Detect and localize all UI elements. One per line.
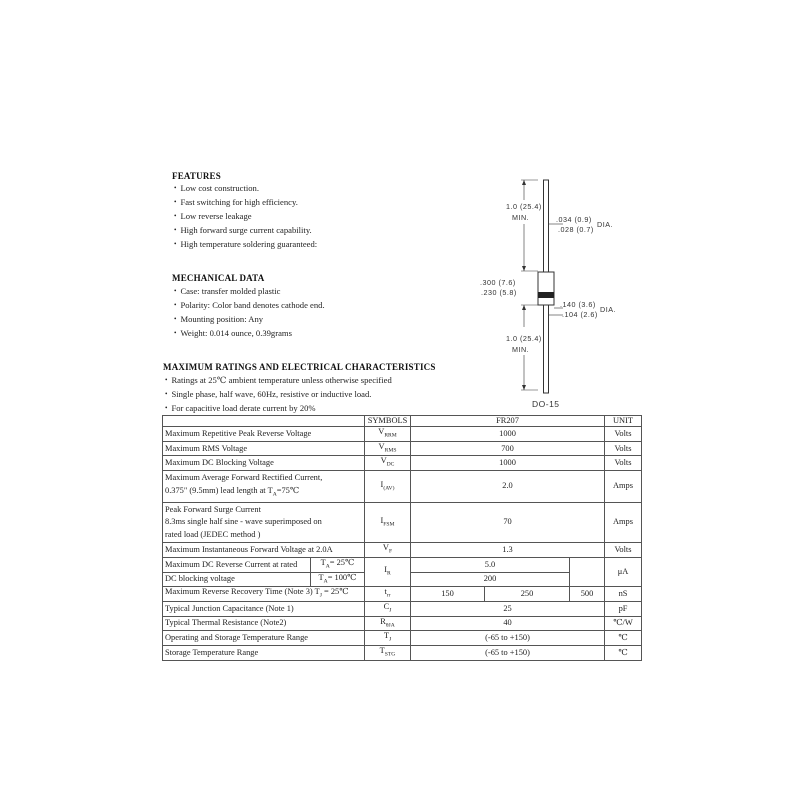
symbol-cell: $I_{(AV)}$ [365,471,411,503]
condition-cell: $T_A=$ 100℃ [311,572,365,587]
lead-length-top-min: MIN. [512,213,530,222]
value-cell: 1.3 [411,543,605,558]
table-row [163,601,642,616]
mechanical-title: MECHANICAL DATA [172,273,265,283]
value-cell: 500 [570,587,605,602]
symbol-cell: $R_{\theta JA}$ [365,616,411,631]
list-item: • Low reverse leakage [174,210,317,224]
body-dia-max-label: .140 (3.6) [560,300,596,309]
param-cell: Typical Thermal Resistance (Note2) [163,616,365,631]
table-row [163,441,642,456]
header-part: FR207 [411,416,605,427]
unit-cell: Amps [605,502,642,543]
list-item: • Ratings at 25℃ ambient temperature unless otherwise specified [165,374,392,388]
body-dia-min-label: .104 (2.6) [562,310,598,319]
ratings-title: MAXIMUM RATINGS AND ELECTRICAL CHARACTERISTICS [163,362,436,372]
symbol-cell: $V_{RRM}$ [365,427,411,442]
param-cell: Maximum Average Forward Rectified Current, 0.375" (9.5mm) lead length at $T_A=75℃$ [163,471,365,503]
value-cell: 70 [411,502,605,543]
lead-length-bottom-min: MIN. [512,345,530,354]
package-outline-diagram [480,172,650,412]
symbol-cell: $I_R$ [365,557,411,586]
value-cell: 150 [411,587,485,602]
condition-cell: $T_A=$ 25℃ [311,557,365,572]
param-cell: Maximum Repetitive Peak Reverse Voltage [163,427,365,442]
param-cell: Maximum DC Reverse Current at rated [163,557,311,572]
symbol-cell: $t_{rr}$ [365,587,411,602]
unit-cell: Amps [605,471,642,503]
header-param [163,416,365,427]
value-cell: (-65 to +150) [411,631,605,646]
symbol-cell: $T_{STG}$ [365,645,411,660]
unit-cell: ℃ [605,631,642,646]
table-row [163,631,642,646]
param-cell: Maximum DC Blocking Voltage [163,456,365,471]
param-cell: Operating and Storage Temperature Range [163,631,365,646]
unit-cell: Volts [605,427,642,442]
symbol-cell: $V_{DC}$ [365,456,411,471]
table-row [163,502,642,543]
value-spacer [570,557,605,586]
list-item: • Weight: 0.014 ounce, 0.39grams [174,327,325,341]
header-symbols: SYMBOLS [365,416,411,427]
list-item: • Case: transfer molded plastic [174,285,325,299]
unit-cell: Volts [605,543,642,558]
table-row [163,456,642,471]
ratings-list [165,374,392,416]
symbol-cell: $V_F$ [365,543,411,558]
list-item: • High temperature soldering guaranteed: [174,238,317,252]
value-cell: 250 [485,587,570,602]
symbol-cell: $C_J$ [365,601,411,616]
table-row [163,471,642,503]
table-header-row [163,416,642,427]
body-length-max-label: .300 (7.6) [480,278,516,287]
param-cell: Maximum Instantaneous Forward Voltage at 2.0A [163,543,365,558]
unit-cell: Volts [605,456,642,471]
lead-dia-label: DIA. [597,220,613,229]
symbol-cell: $V_{RMS}$ [365,441,411,456]
unit-cell: pF [605,601,642,616]
value-cell: (-65 to +150) [411,645,605,660]
mechanical-list [174,285,325,341]
table-row [163,587,642,602]
param-cell: Peak Forward Surge Current 8.3ms single half sine - wave superimposed on rated load (JEDEC method ) [163,502,365,543]
param-cell: Storage Temperature Range [163,645,365,660]
body-dia-label: DIA. [600,305,616,314]
value-cell: 1000 [411,427,605,442]
value-cell: 40 [411,616,605,631]
value-cell: 25 [411,601,605,616]
body-length-min-label: .230 (5.8) [481,288,517,297]
list-item: • For capacitive load derate current by 20% [165,402,392,416]
unit-cell: ℃/W [605,616,642,631]
table-row [163,557,642,572]
features-title: FEATURES [172,171,221,181]
value-cell: 5.0 [411,557,570,572]
unit-cell: ℃ [605,645,642,660]
unit-cell: μA [605,557,642,586]
list-item: • Single phase, half wave, 60Hz, resistive or inductive load. [165,388,392,402]
ratings-table [162,415,642,661]
lead-length-top-label: 1.0 (25.4) [506,202,542,211]
value-cell: 2.0 [411,471,605,503]
table-row [163,543,642,558]
value-cell: 700 [411,441,605,456]
symbol-cell: $I_{FSM}$ [365,502,411,543]
symbol-cell: $T_J$ [365,631,411,646]
table-row [163,427,642,442]
list-item: • Fast switching for high efficiency. [174,196,317,210]
unit-cell: nS [605,587,642,602]
table-row [163,645,642,660]
value-cell: 1000 [411,456,605,471]
package-name: DO-15 [532,399,560,409]
param-cell: DC blocking voltage [163,572,311,587]
list-item: • Mounting position: Any [174,313,325,327]
table-row [163,616,642,631]
unit-cell: Volts [605,441,642,456]
list-item: • Polarity: Color band denotes cathode end. [174,299,325,313]
header-unit: UNIT [605,416,642,427]
list-item: • Low cost construction. [174,182,317,196]
lead-dia-min-label: .028 (0.7) [558,225,594,234]
param-cell: Maximum Reverse Recovery Time (Note 3) $T_J$ = 25℃ [163,587,365,602]
value-cell: 200 [411,572,570,587]
param-cell: Maximum RMS Voltage [163,441,365,456]
lead-dia-max-label: .034 (0.9) [556,215,592,224]
lead-length-bottom-label: 1.0 (25.4) [506,334,542,343]
list-item: • High forward surge current capability. [174,224,317,238]
features-list [174,182,317,252]
param-cell: Typical Junction Capacitance (Note 1) [163,601,365,616]
